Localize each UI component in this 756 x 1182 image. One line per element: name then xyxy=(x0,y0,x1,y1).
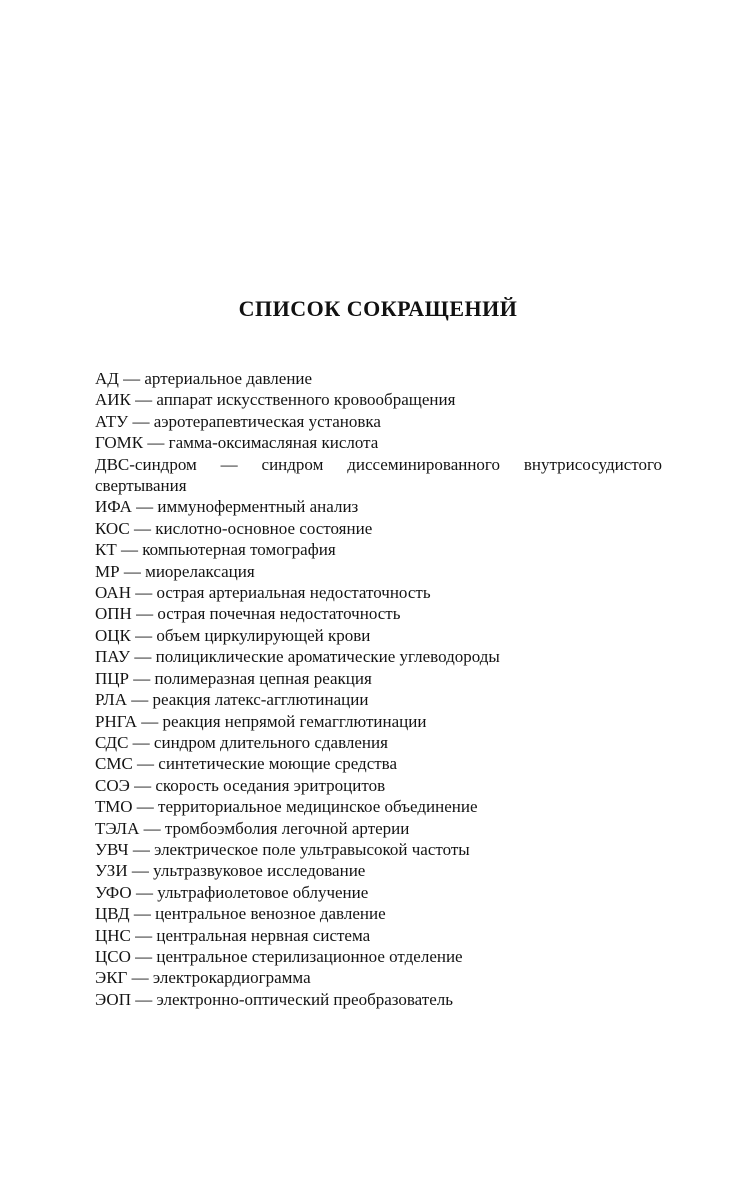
abbreviation-item: ОЦК — объем циркулирующей крови xyxy=(95,625,371,645)
abbreviation-item: РЛА — реакция латекс-агглютинации xyxy=(95,690,369,710)
abbreviation-item: ИФА — иммуноферментный анализ xyxy=(95,497,359,517)
abbreviation-item: МР — миорелаксация xyxy=(95,561,255,581)
abbreviation-item: СМС — синтетические моющие средства xyxy=(95,754,398,774)
abbreviation-item: УФО — ультрафиолетовое облучение xyxy=(95,882,369,902)
abbreviation-item: КТ — компьютерная томография xyxy=(95,540,336,560)
abbreviation-item: АТУ — аэротерапевтическая установка xyxy=(95,411,381,431)
abbreviation-item: АД — артериальное давление xyxy=(95,369,313,388)
abbreviation-item: АИК — аппарат искусственного кровообращения xyxy=(95,390,456,410)
abbreviation-item: ОАН — острая артериальная недостаточность xyxy=(95,583,431,603)
abbreviation-item: ЦСО — центральное стерилизационное отделение xyxy=(95,946,463,966)
abbreviation-item: ДВС-синдром — синдром диссеминированного внутрисосудистого свертывания xyxy=(95,454,662,496)
abbreviation-item: РНГА — реакция непрямой гемагглютинации xyxy=(95,711,427,731)
abbreviation-item: ЦВД — центральное венозное давление xyxy=(95,904,386,924)
abbreviation-item: УВЧ — электрическое поле ультравысокой частоты xyxy=(95,839,470,859)
abbreviation-item: ТЭЛА — тромбоэмболия легочной артерии xyxy=(95,818,410,838)
abbreviation-item: ЦНС — центральная нервная система xyxy=(95,925,371,945)
abbreviation-item: ЭКГ — электрокардиограмма xyxy=(95,968,311,988)
abbreviation-item: УЗИ — ультразвуковое исследование xyxy=(95,861,366,881)
abbreviation-item: ПАУ — полициклические ароматические углеводороды xyxy=(95,647,500,667)
abbreviation-item: ПЦР — полимеразная цепная реакция xyxy=(95,668,372,688)
abbreviation-item: КОС — кислотно-основное состояние xyxy=(95,518,373,538)
abbreviation-item: СДС — синдром длительного сдавления xyxy=(95,732,388,752)
abbreviation-item: ЭОП — электронно-оптический преобразователь xyxy=(95,989,453,1009)
abbreviation-item: СОЭ — скорость оседания эритроцитов xyxy=(95,775,386,795)
abbreviation-item: ОПН — острая почечная недостаточность xyxy=(95,604,401,624)
abbreviation-item: ГОМК — гамма-оксимасляная кислота xyxy=(95,433,379,453)
abbreviation-list xyxy=(95,368,662,1010)
abbreviation-item: ТМО — территориальное медицинское объединение xyxy=(95,797,478,817)
page-title: СПИСОК СОКРАЩЕНИЙ xyxy=(238,296,518,321)
